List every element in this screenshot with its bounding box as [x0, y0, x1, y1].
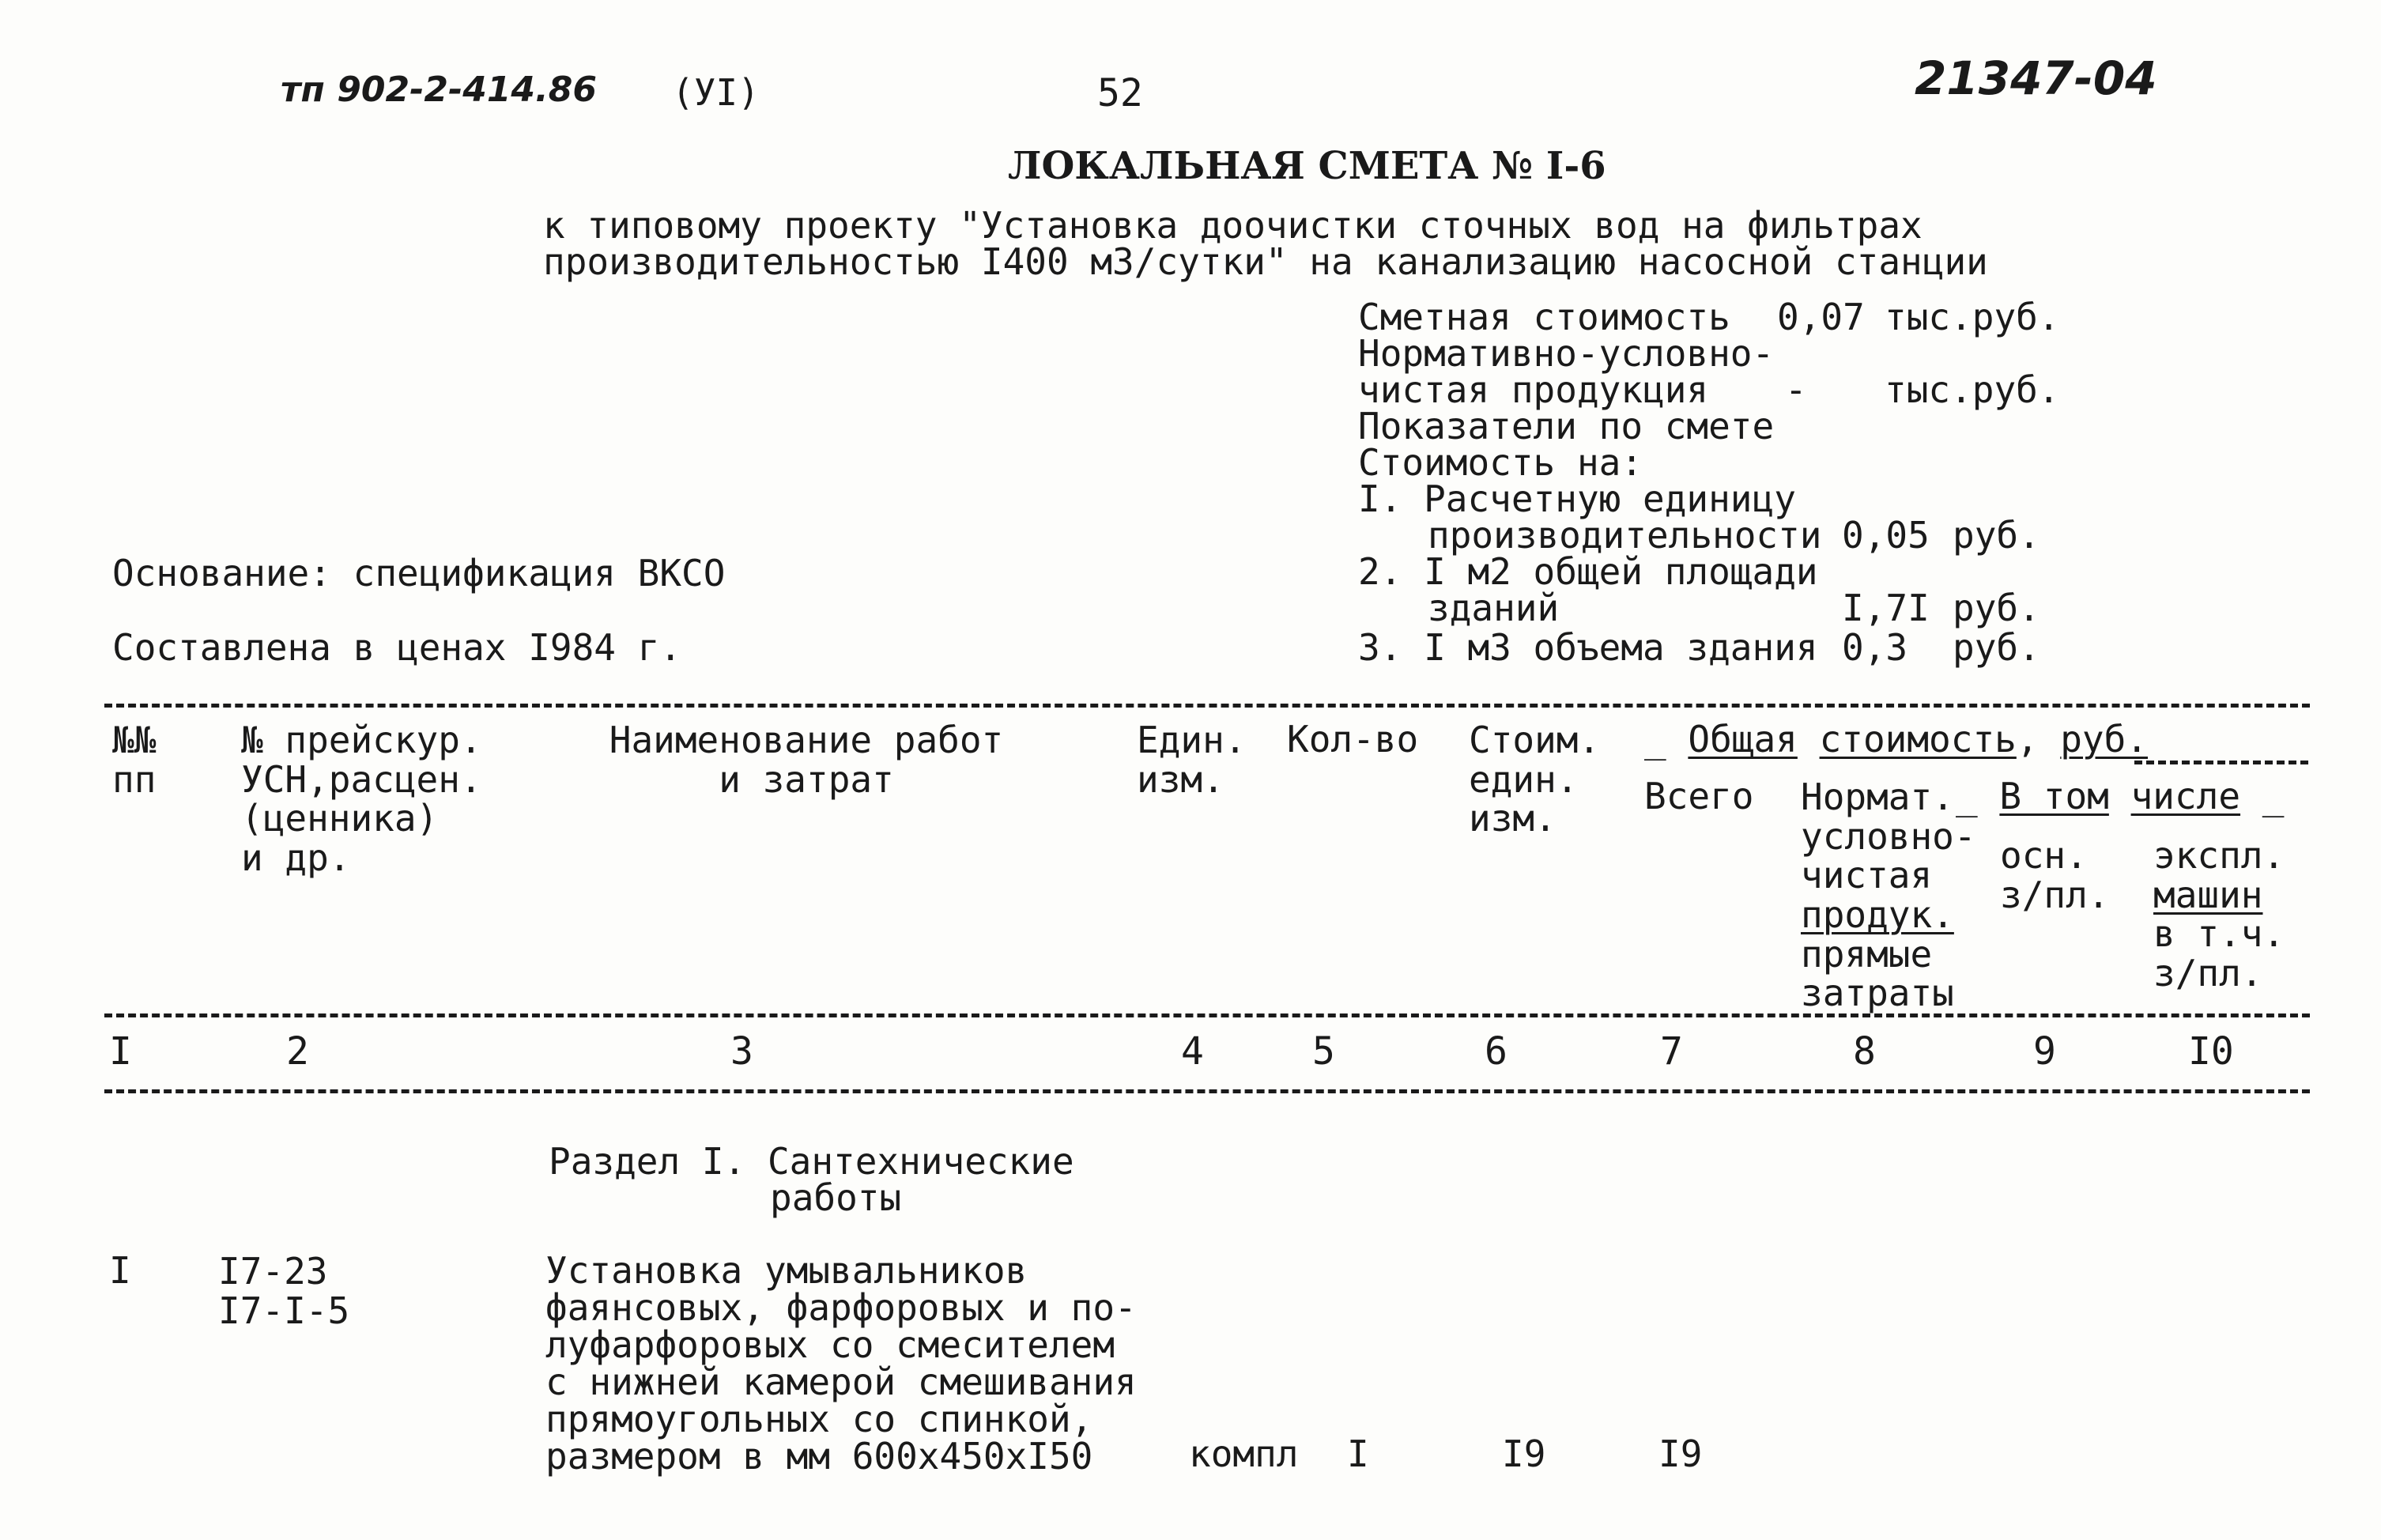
- indicator-3-unit: руб.: [1953, 626, 2040, 669]
- column-number: 2: [286, 1029, 309, 1074]
- price-year-text: Составлена в ценах I984 г.: [112, 626, 682, 669]
- column-numbers-divider: [104, 1089, 2310, 1093]
- indicator-3-value: 0,3: [1842, 626, 1908, 669]
- estimated-cost-value: 0,07: [1777, 296, 1865, 338]
- header-col-8: Нормат. условно- чистая продук. прямые затраты: [1801, 776, 1976, 1015]
- header-col-3: Наименование работ и затрат: [609, 719, 1004, 801]
- row-unit-cost: I9: [1502, 1432, 1546, 1475]
- column-number: 6: [1485, 1029, 1507, 1074]
- subtitle-line-2: производительностью I400 м3/сутки" на канализацию насосной станции: [543, 240, 1988, 283]
- normative-value: -: [1785, 368, 1807, 411]
- column-number: 7: [1660, 1029, 1683, 1074]
- cost-on-label: Стоимость на:: [1358, 441, 1643, 484]
- estimated-cost-label: Сметная стоимость: [1358, 296, 1730, 338]
- column-number: 3: [730, 1029, 753, 1074]
- header-col-1: №№ пп: [112, 719, 157, 801]
- header-bottom-divider: [104, 1013, 2310, 1017]
- indicator-2-line-2: зданий: [1428, 587, 1560, 629]
- row-price-codes: I7-23 I7-I-5: [218, 1250, 350, 1332]
- total-cost-dash: [2134, 761, 2308, 764]
- indicator-2-line-1: 2. I м2 общей площади: [1358, 550, 1818, 593]
- row-quantity: I: [1347, 1432, 1369, 1475]
- section-heading: Раздел I. Сантехнические: [549, 1140, 1074, 1183]
- row-work-name: Установка умывальников фаянсовых, фарфоровых и по- луфарфоровых со смесителем с нижней камерой смешивания прямоугольных со спинкой, размером в мм 600х450хI50: [545, 1249, 1137, 1478]
- normative-label-1: Нормативно-условно-: [1358, 332, 1775, 375]
- project-code: тп 902-2-414.86: [281, 70, 597, 110]
- indicator-3-line-1: 3. I м3 объема здания: [1358, 626, 1818, 669]
- indicator-1-line-2: производительности: [1428, 514, 1822, 557]
- table-top-divider: [104, 704, 2310, 708]
- section-heading-continued: работы: [770, 1176, 902, 1219]
- basis-text: Основание: спецификация ВКСО: [112, 552, 726, 594]
- estimated-cost-unit: тыс.руб.: [1885, 296, 2060, 338]
- header-col-9: осн. з/пл.: [2000, 834, 2110, 916]
- row-number: I: [109, 1249, 131, 1292]
- column-number: I: [109, 1029, 132, 1074]
- row-total: I9: [1658, 1432, 1703, 1475]
- indicator-1-unit: руб.: [1953, 514, 2040, 557]
- header-col-4: Един. изм.: [1137, 719, 1247, 801]
- indicator-1-line-1: I. Расчетную единицу: [1358, 477, 1796, 520]
- header-col-10: экспл. машин в т.ч. з/пл.: [2153, 834, 2285, 995]
- header-including: _ В том числе _: [1956, 775, 2285, 817]
- column-number: 9: [2033, 1029, 2056, 1074]
- indicator-1-value: 0,05: [1842, 514, 1930, 557]
- indicator-2-unit: руб.: [1953, 587, 2040, 629]
- column-number: 8: [1853, 1029, 1876, 1074]
- page-number: 52: [1097, 71, 1143, 115]
- document-number: 21347-04: [1915, 51, 2157, 105]
- header-col-5: Кол-во: [1287, 718, 1419, 761]
- document-title: ЛОКАЛЬНАЯ СМЕТА № I-6: [1008, 144, 1606, 188]
- row-unit: компл: [1189, 1432, 1299, 1475]
- header-total-cost: _ Общая стоимость, руб.: [1644, 718, 2149, 761]
- normative-unit: тыс.руб.: [1885, 368, 2060, 411]
- indicator-2-value: I,7I: [1842, 587, 1930, 629]
- column-number: I0: [2188, 1029, 2234, 1074]
- header-col-7: Всего: [1644, 775, 1754, 817]
- header-col-6: Стоим. един. изм.: [1469, 719, 1601, 840]
- header-col-2: № прейскур. УСН,расцен. (ценника) и др.: [241, 719, 482, 880]
- indicators-label: Показатели по смете: [1358, 405, 1775, 447]
- column-number: 4: [1181, 1029, 1204, 1074]
- subtitle-line-1: к типовому проекту "Установка доочистки сточных вод на фильтрах: [543, 204, 1923, 247]
- normative-label-2: чистая продукция: [1358, 368, 1709, 411]
- column-number: 5: [1312, 1029, 1335, 1074]
- volume-label: (УI): [672, 71, 760, 114]
